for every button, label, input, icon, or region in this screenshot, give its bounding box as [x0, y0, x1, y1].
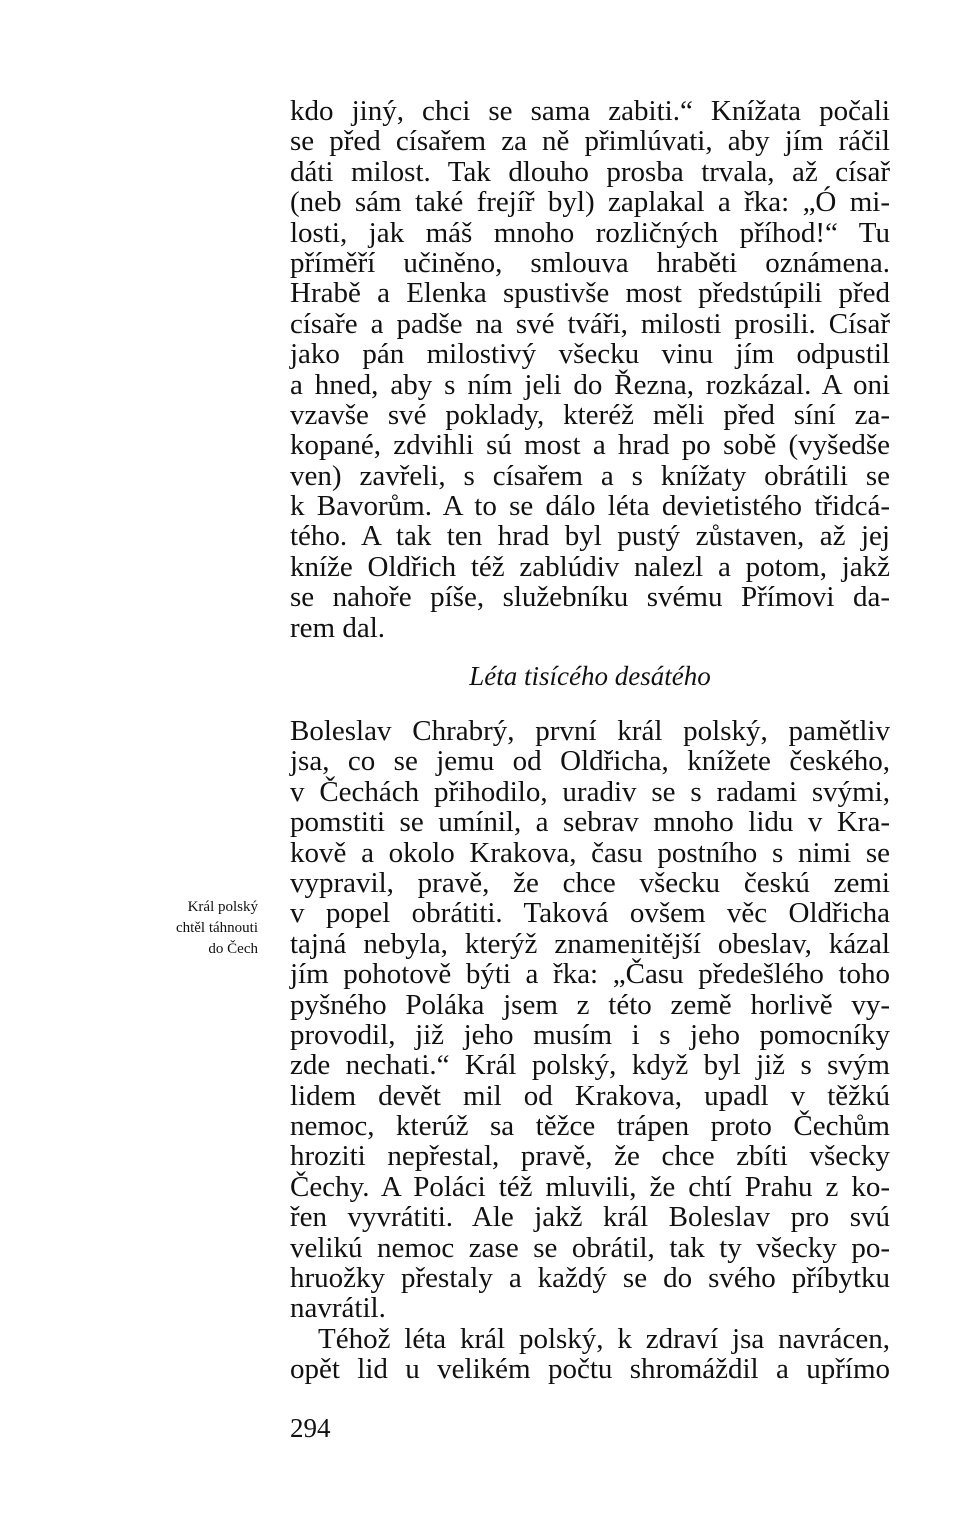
marginal-note-line: do Čech [208, 941, 258, 957]
text-line: velikú nemoc zase se obrátil, tak ty všecky po- [290, 1231, 890, 1264]
text-line: jako pán milostivý všecku vinu jím odpustil [290, 338, 890, 371]
text-line: příměří učiněno, smlouva hraběti oznámena. [290, 246, 890, 279]
text-line: kově a okolo Krakova, času postního s nimi se [290, 836, 890, 869]
marginal-note-line: Král polský [187, 899, 258, 915]
text-line: jsa, co se jemu od Oldřicha, knížete českého, [290, 745, 890, 778]
text-line: vzavše své poklady, kteréž měli před síní za- [290, 398, 890, 431]
text-line: kdo jiný, chci se sama zabiti.“ Knížata počali [290, 95, 890, 127]
text-line: navrátil. [290, 1292, 386, 1325]
text-line: opět lid u velikém počtu shromáždil a upřímo [290, 1353, 890, 1386]
text-line: provodil, již jeho musím i s jeho pomocníky [290, 1018, 890, 1051]
text-line: nemoc, kterúž sa těžce trápen proto Čechům [290, 1110, 890, 1143]
text-line: jím pohotově býti a řka: „Času předešlého toho [290, 958, 890, 991]
text-line: ven) zavřeli, s císařem a s knížaty obrátili se [290, 459, 890, 492]
text-line: zde nechati.“ Král polský, když byl již s svým [290, 1049, 890, 1082]
text-line: se před císařem za ně přimlúvati, aby jím ráčil [290, 125, 890, 158]
text-line: Čechy. A Poláci též mluvili, že chtí Prahu z ko- [290, 1170, 890, 1203]
text-line: Téhož léta král polský, k zdraví jsa navrácen, [318, 1322, 890, 1355]
text-line: hruožky přestaly a každý se do svého příbytku [290, 1262, 890, 1295]
text-line: v Čechách přihodilo, uradiv se s radami svými, [290, 775, 890, 808]
paragraph-continuation [290, 96, 890, 643]
text-line: tého. A tak ten hrad byl pustý zůstaven, až jej [290, 520, 890, 553]
text-line: losti, jak máš mnoho rozličných příhod!“ Tu [290, 216, 890, 249]
section-heading: Léta tisícého desátého [469, 661, 711, 691]
text-line: se nahoře píše, služebníku svému Přímovi da- [290, 581, 890, 614]
text-line: kopané, zdvihli sú most a hrad po sobě (vyšedše [290, 429, 890, 462]
marginal-note [120, 897, 258, 960]
text-line: hroziti nepřestal, pravě, že chce zbíti všecky [290, 1140, 890, 1173]
text-line: Boleslav Chrabrý, první král polský, pamětliv [290, 715, 890, 747]
text-line: dáti milost. Tak dlouho prosba trvala, až císař [290, 155, 890, 188]
text-line: císaře a padše na své tváři, milosti prosili. Císař [290, 307, 890, 340]
text-line: (neb sám také frejíř byl) zaplakal a řka: „Ó mi- [290, 186, 890, 219]
text-line: k Bavorům. A to se dálo léta devietistého třidcá- [290, 490, 890, 523]
page-number: 294 [290, 1413, 331, 1443]
text-line: pyšného Poláka jsem z této země horlivě vy- [290, 988, 890, 1021]
section-body [290, 716, 890, 1385]
text-line: kníže Oldřich též zablúdiv nalezl a potom, jakž [290, 550, 890, 583]
text-line: pomstiti se umínil, a sebrav mnoho lidu v Kra- [290, 806, 890, 839]
marginal-note-line: chtěl táhnouti [175, 920, 258, 936]
text-line: v popel obrátiti. Taková ovšem věc Oldřicha [290, 897, 890, 930]
text-line: lidem devět mil od Krakova, upadl v těžkú [290, 1079, 890, 1112]
text-line: tajná nebyla, kterýž znamenitější obeslav, kázal [290, 927, 890, 960]
text-line: rem dal. [290, 611, 386, 644]
text-line: Hrabě a Elenka spustivše most předstúpili před [290, 277, 890, 310]
text-line: a hned, aby s ním jeli do Řezna, rozkázal. A oni [290, 368, 890, 401]
text-line: vypravil, pravě, že chce všecku českú zemi [290, 866, 890, 899]
text-line: řen vyvrátiti. Ale jakž král Boleslav pro svú [290, 1201, 890, 1234]
